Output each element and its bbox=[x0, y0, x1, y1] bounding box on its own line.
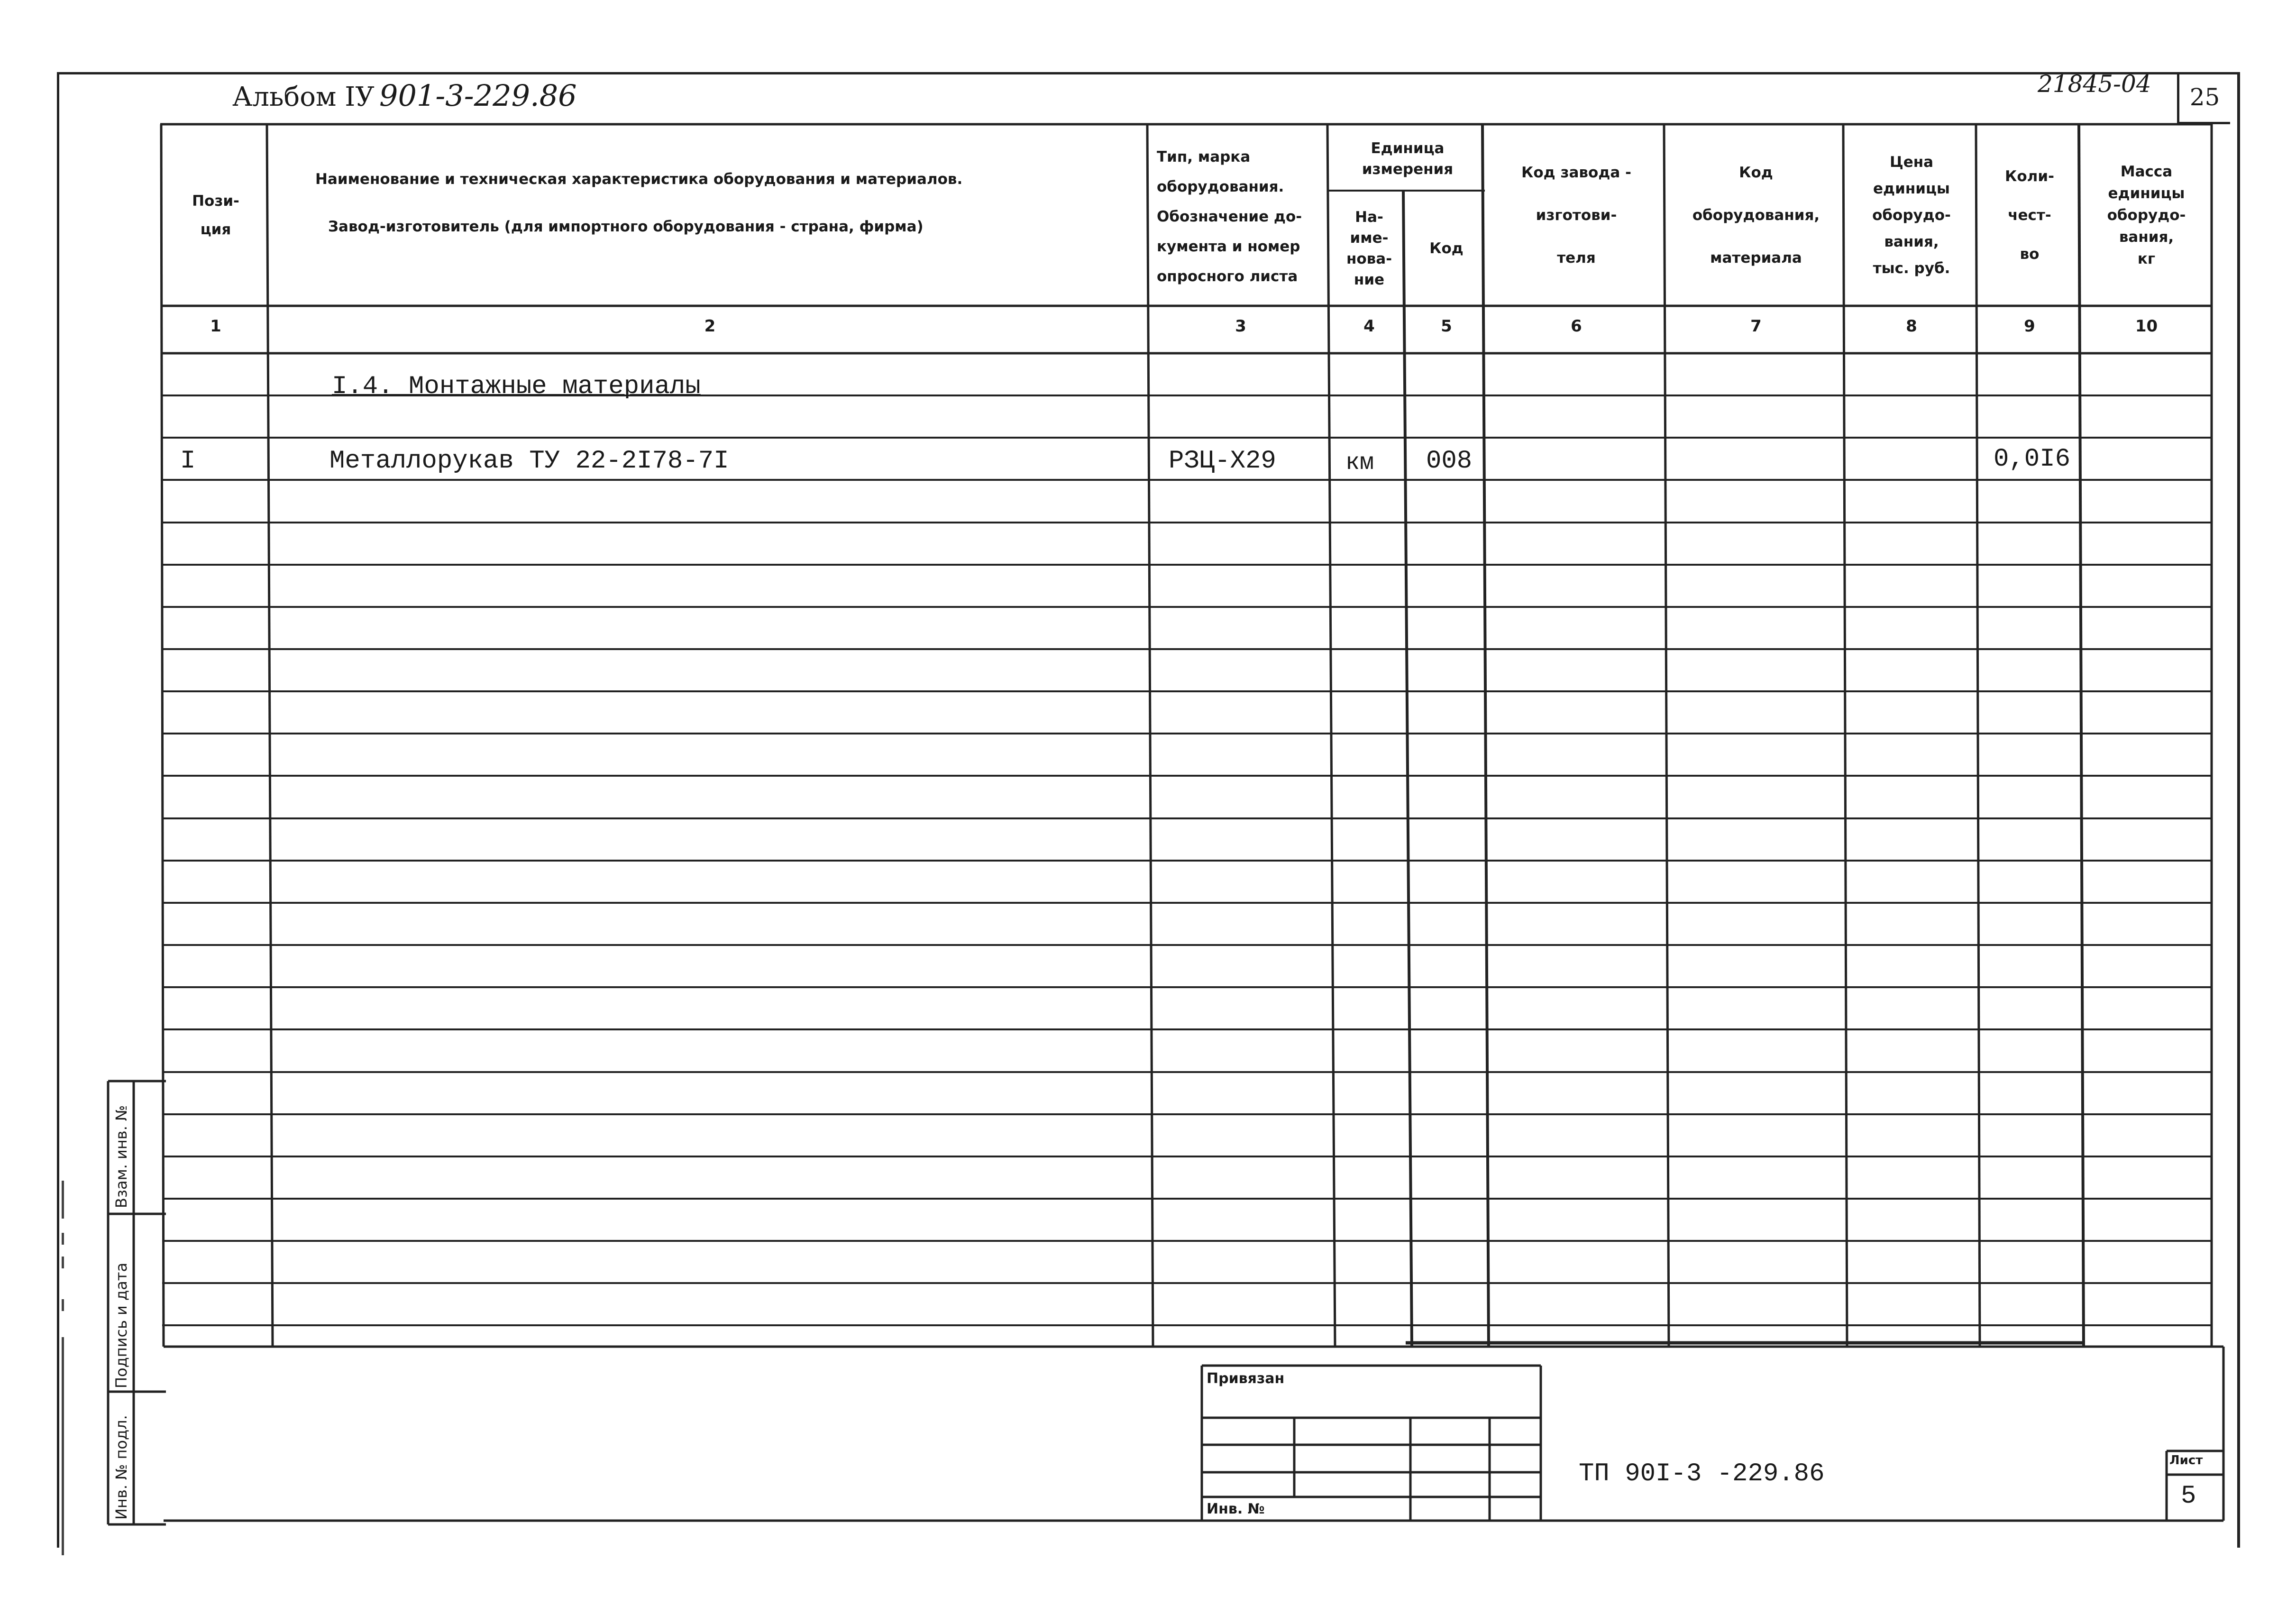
col-header-text: Тип, марка оборудования. Обозначение до- кумента и номер опросного листа bbox=[1157, 148, 1302, 285]
section-title: I.4. Монтажные материалы bbox=[332, 372, 701, 401]
album-label: Альбом IУ bbox=[232, 82, 375, 112]
stamp-inv-podl: Инв. № подл. bbox=[112, 1415, 130, 1520]
col-number: 10 bbox=[2135, 317, 2158, 336]
row-position: I bbox=[180, 447, 196, 476]
col-header-unit-code bbox=[1408, 191, 1485, 306]
stamp-signature-date: Подпись и дата bbox=[112, 1262, 130, 1388]
row-type: РЗЦ-Х29 bbox=[1169, 447, 1276, 476]
col-number: 3 bbox=[1235, 317, 1246, 336]
col-header-equipment-code bbox=[1666, 124, 1846, 306]
col-number: 5 bbox=[1441, 317, 1452, 336]
col-number: 4 bbox=[1363, 317, 1375, 336]
col-header-mass bbox=[2081, 124, 2212, 306]
col-number: 7 bbox=[1750, 317, 1762, 336]
col-header-unit-group bbox=[1331, 127, 1484, 191]
document-code: ТП 90I-3 -229.86 bbox=[1579, 1459, 1825, 1488]
col-header-text: Масса единицы оборудо- вания, кг bbox=[2107, 163, 2186, 267]
col-number: 2 bbox=[704, 317, 716, 336]
stamp-vzam-inv: Взам. инв. № bbox=[112, 1105, 130, 1208]
row-unit: км bbox=[1345, 450, 1374, 477]
archive-code: 21845-04 bbox=[2038, 70, 2151, 98]
row-name: Металлорукав ТУ 22-2I78-7I bbox=[329, 447, 729, 476]
page-number: 25 bbox=[2189, 83, 2220, 111]
col-header-text: Цена единицы оборудо- вания, тыс. руб. bbox=[1872, 153, 1951, 277]
col-number: 6 bbox=[1571, 317, 1582, 336]
col-header-type bbox=[1153, 128, 1328, 306]
col-header-quantity bbox=[1978, 124, 2081, 306]
row-quantity: 0,0I6 bbox=[1994, 445, 2071, 474]
inv-no-label: Инв. № bbox=[1207, 1501, 1265, 1517]
privyazan-label: Привязан bbox=[1207, 1370, 1285, 1387]
col-header-name-sub: Завод-изготовитель (для импортного оборудования - страна, фирма) bbox=[328, 218, 924, 235]
col-header-position bbox=[164, 124, 268, 306]
col-header-factory-code bbox=[1486, 124, 1666, 306]
album-code: 901-3-229.86 bbox=[379, 78, 577, 113]
sheet-label: Лист bbox=[2169, 1453, 2203, 1468]
col-header-text: На- име- нова- ние bbox=[1346, 208, 1392, 288]
col-number: 8 bbox=[1906, 317, 1917, 336]
col-number: 1 bbox=[210, 317, 221, 336]
col-header-name: Наименование и техническая характеристика оборудования и материалов. bbox=[315, 171, 963, 188]
col-header-text: Код bbox=[1429, 239, 1464, 257]
col-header-text: Коли- чест- во bbox=[2005, 167, 2054, 263]
col-header-price bbox=[1845, 124, 1978, 306]
col-header-text: Единица измерения bbox=[1362, 140, 1454, 178]
col-header-text: Код оборудования, материала bbox=[1692, 164, 1820, 266]
col-number: 9 bbox=[2024, 317, 2035, 336]
col-header-text: Код завода - изготови- теля bbox=[1521, 164, 1631, 266]
col-header-unit-name bbox=[1331, 191, 1407, 306]
col-header-text: Пози- ция bbox=[192, 192, 239, 238]
sheet-number: 5 bbox=[2181, 1482, 2196, 1511]
row-unit-code: 008 bbox=[1426, 447, 1473, 476]
